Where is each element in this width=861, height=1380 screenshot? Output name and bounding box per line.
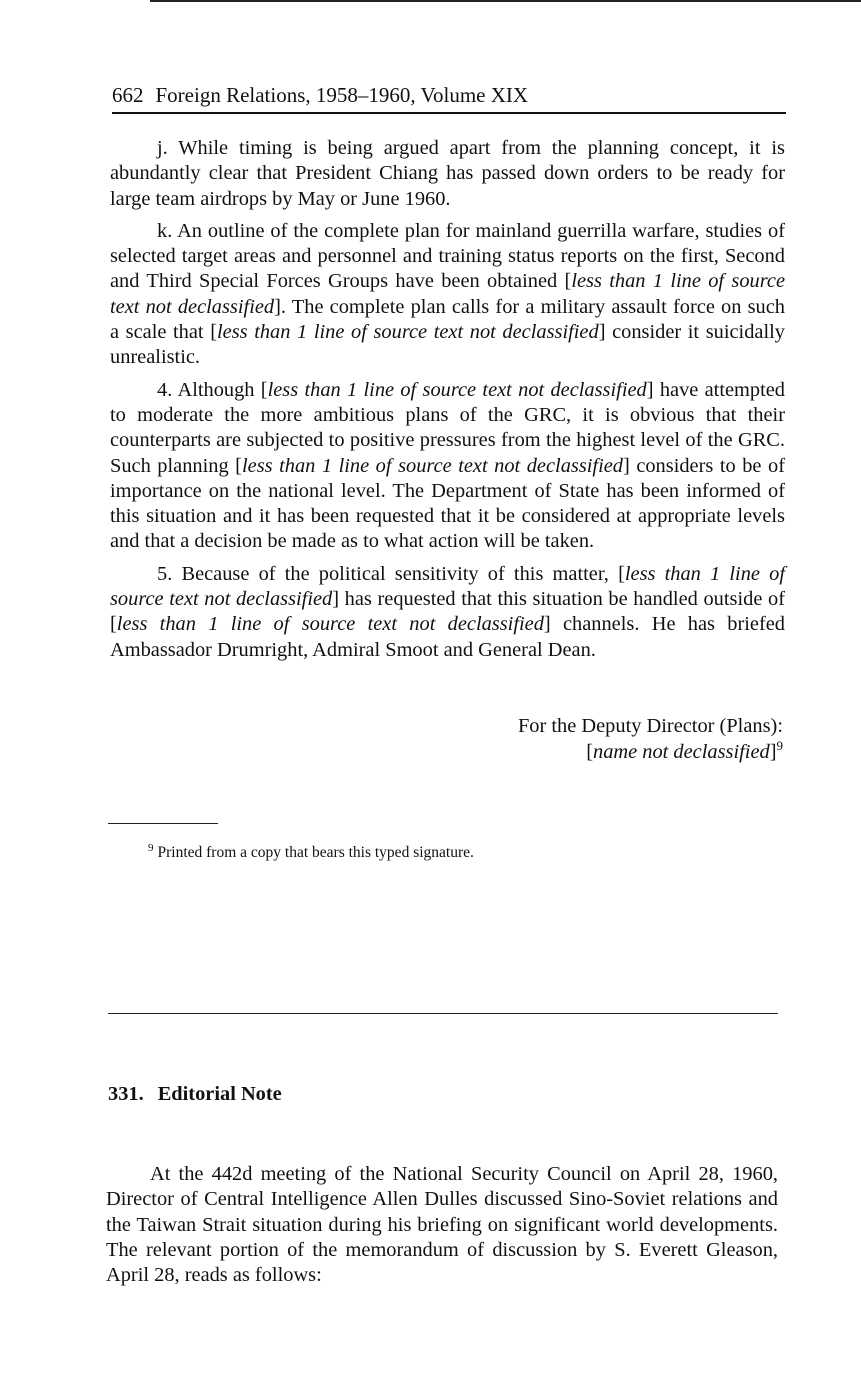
paragraph-k — [110, 219, 785, 371]
footnote-number: 9 — [148, 841, 154, 854]
section-body — [106, 1162, 778, 1288]
paragraph-text: Because of the political sensitivity of this matter, [ — [181, 562, 625, 585]
top-edge-rule — [150, 0, 861, 2]
section-divider — [108, 1013, 778, 1014]
paragraph-5 — [110, 562, 785, 663]
paragraph-text: While timing is being argued apart from the planning concept, it is abundantly clear that President Chiang has passed down orders to be ready for large team airdrops by May or June 1960. — [110, 137, 785, 210]
paragraph-text: ] considers to be of importance on the national level. The Department of State has been informed of this situation and it has been requested that it be considered at appropriate levels and that a decision be made as to what action will be taken. — [110, 454, 785, 553]
footnote-rule — [108, 823, 218, 824]
section-paragraph: At the 442d meeting of the National Security Council on April 28, 1960, Director of Central Intelligence Allen Dulles discussed Sino-Soviet relations and the Taiwan Strait situation during his briefing on significant world developments. The relevant portion of the memorandum of discussion by S. Everett Gleason, April 28, reads as follows: — [106, 1163, 778, 1287]
footnote — [148, 843, 474, 863]
redaction-note: less than 1 line of source text not declassified — [267, 378, 647, 401]
redaction-note: less than 1 line of source text not declassified — [116, 613, 544, 636]
page-number: 662 — [112, 83, 144, 107]
footnote-ref: 9 — [776, 738, 783, 754]
paragraph-text: ] consider it suicidally unrealistic. — [110, 321, 785, 369]
bracket: [ — [586, 741, 594, 763]
paragraph-text: An outline of the complete plan for mainland guerrilla warfare, studies of selected target areas and personnel and training status reports on the first, Second and Third Special Forces Groups have been obtained [ — [110, 219, 785, 293]
signature-title: For the Deputy Director (Plans): — [517, 715, 783, 737]
paragraph-label: j. — [157, 137, 168, 159]
paragraph-label: k. — [157, 219, 173, 242]
document-body — [110, 136, 785, 670]
paragraph-text: ]. The complete plan calls for a military assault force on such a scale that [ — [110, 295, 785, 344]
redaction-note: less than 1 line of source text not declassified — [217, 321, 599, 344]
paragraph-text: Although [ — [177, 378, 268, 401]
paragraph-text: ] channels. He has briefed Ambassador Drumright, Admiral Smoot and General Dean. — [110, 613, 785, 661]
redaction-note: less than 1 line of source text not declassified — [241, 454, 623, 477]
header-rule — [112, 112, 786, 114]
footnote-text: Printed from a copy that bears this typed signature. — [157, 844, 474, 861]
paragraph-label: 4. — [157, 378, 173, 401]
paragraph-text: ] have attempted to moderate the more ambitious plans of the GRC, it is obvious that their counterparts are subjected to positive pressures from the highest level of the GRC. Such planning [ — [110, 378, 786, 477]
running-header — [112, 82, 786, 108]
section-number: 331. — [108, 1083, 144, 1105]
paragraph-label: 5. — [157, 562, 173, 585]
paragraph-4 — [110, 378, 785, 555]
redaction-note: less than 1 line of source text not declassified — [110, 270, 785, 318]
redaction-note: less than 1 line of source text not declassified — [110, 562, 785, 611]
section-title: Editorial Note — [157, 1083, 282, 1105]
running-title: Foreign Relations, 1958–1960, Volume XIX — [155, 83, 529, 107]
bracket: ] — [769, 741, 777, 763]
signature-redaction: name not declassified — [593, 741, 770, 763]
paragraph-j — [110, 136, 785, 212]
paragraph-text: ] has requested that this situation be handled outside of [ — [110, 588, 785, 636]
signature-name — [586, 740, 783, 765]
section-heading — [108, 1081, 282, 1107]
